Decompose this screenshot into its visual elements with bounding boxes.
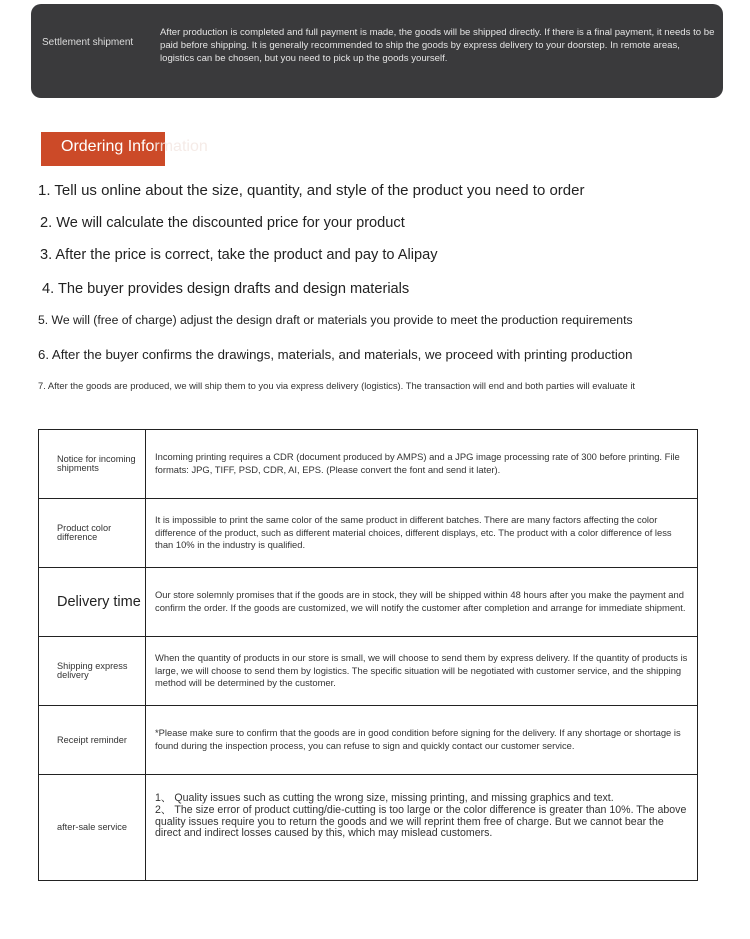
heading-text-rest: rmation <box>154 138 208 155</box>
notice-label: Delivery time <box>39 568 146 637</box>
notice-text: Our store solemnly promises that if the goods are in stock, they will be shipped within 48 hours after you make the payment and confirm the order. If the goods are customized, we will notify the customer after completion and arrange for immediate shipment. <box>146 568 698 637</box>
order-step-5: 5. We will (free of charge) adjust the design draft or materials you provide to meet the production requirements <box>38 313 633 327</box>
settlement-text: After production is completed and full payment is made, the goods will be shipped directly. If there is a final payment, it needs to be paid before shipping. It is generally recommended to ship the goods by express delivery to your doorstep. In remote areas, logistics can be chosen, but you need to pick up the goods yourself. <box>160 27 715 65</box>
order-step-2: 2. We will calculate the discounted price for your product <box>40 215 405 231</box>
order-step-7: 7. After the goods are produced, we will ship them to you via express delivery (logistics). The transaction will end and both parties will evaluate it <box>38 380 636 391</box>
settlement-shipment-banner <box>31 4 723 98</box>
table-row <box>39 706 698 775</box>
after-sale-line-2: 2、 The size error of product cutting/die-cutting is too large or the color difference is greater than 10%. The above quality issues require you to return the goods and we will reprint them free of charge. But we cannot bear the direct and indirect losses caused by this, which may mislead customers. <box>155 803 687 840</box>
table-row <box>39 637 698 706</box>
notice-table <box>38 429 698 881</box>
heading-text-main: Ordering Info <box>61 138 155 155</box>
order-step-4: 4. The buyer provides design drafts and design materials <box>42 281 410 297</box>
notice-text <box>146 775 698 881</box>
notice-label: Product color difference <box>39 499 146 568</box>
notice-label: after-sale service <box>39 775 146 881</box>
notice-label: Notice for incoming shipments <box>39 430 146 499</box>
notice-text: *Please make sure to confirm that the goods are in good condition before signing for the delivery. If any shortage or shortage is found during the inspection process, you can refuse to sign and quickly contact our customer service. <box>146 706 698 775</box>
table-row <box>39 430 698 499</box>
order-step-3: 3. After the price is correct, take the product and pay to Alipay <box>40 247 438 263</box>
table-row <box>39 568 698 637</box>
table-row <box>39 775 698 881</box>
order-step-6: 6. After the buyer confirms the drawings, materials, and materials, we proceed with printing production <box>38 347 633 362</box>
notice-label: Receipt reminder <box>39 706 146 775</box>
notice-text: It is impossible to print the same color of the same product in different batches. There are many factors affecting the color difference of the product, such as different material choices, different displays, etc. The product with a color difference of less than 10% in the industry is qualified. <box>146 499 698 568</box>
order-step-1: 1. Tell us online about the size, quantity, and style of the product you need to order <box>38 182 585 199</box>
notice-label: Shipping express delivery <box>39 637 146 706</box>
ordering-information-heading <box>41 132 251 166</box>
notice-text: Incoming printing requires a CDR (document produced by AMPS) and a JPG image processing rate of 300 before printing. File formats: JPG, TIFF, PSD, CDR, AI, EPS. (Please convert the font and send it later). <box>146 430 698 499</box>
table-row <box>39 499 698 568</box>
heading-text <box>61 138 208 156</box>
after-sale-line-1: 1、 Quality issues such as cutting the wrong size, missing printing, and missing graphics and text. <box>155 792 614 804</box>
notice-text: When the quantity of products in our store is small, we will choose to send them by express delivery. If the quantity of products is large, we will choose to send them by logistics. The specific situation will be negotiated with customer service, and the shipping method will be determined by the customer. <box>146 637 698 706</box>
settlement-label: Settlement shipment <box>42 37 134 48</box>
